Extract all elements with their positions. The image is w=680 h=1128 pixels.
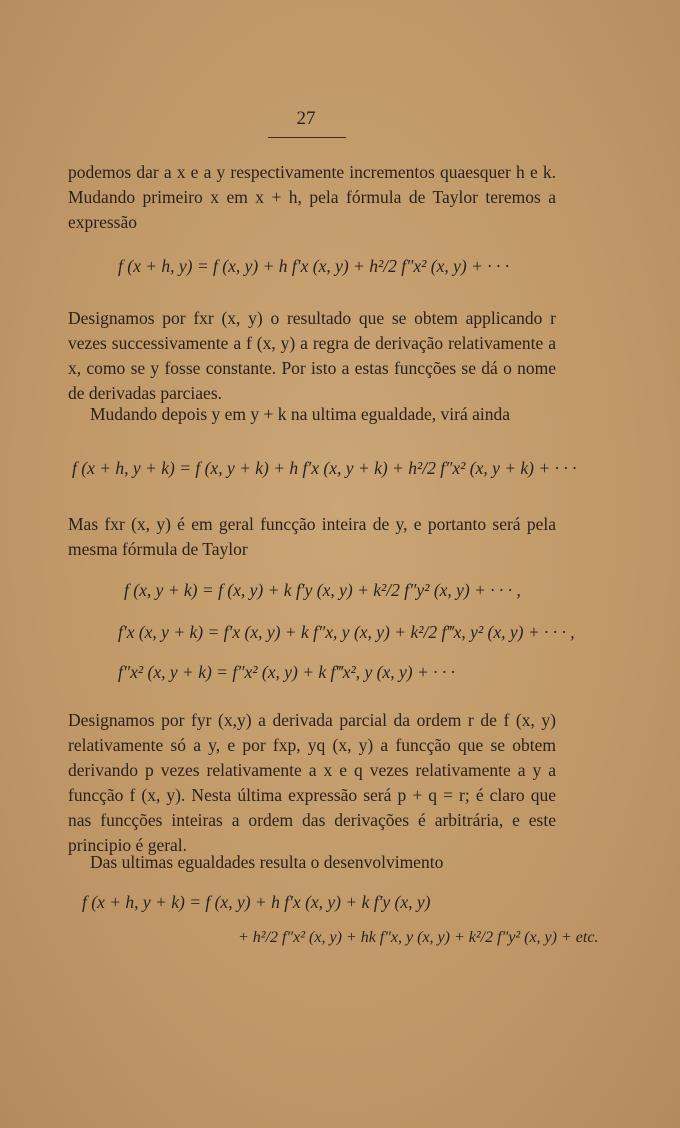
equation-1: f (x + h, y) = f (x, y) + h f′x (x, y) + h²/2 f″x² (x, y) + · · · bbox=[118, 256, 510, 276]
paragraph-6 bbox=[68, 850, 556, 875]
equation-6-line-2: + h²/2 f″x² (x, y) + hk f″x, y (x, y) + k²/2 f″y² (x, y) + etc. bbox=[238, 929, 599, 946]
page-number: 27 bbox=[296, 108, 316, 129]
equation-5: f″x² (x, y + k) = f″x² (x, y) + k f‴x², y (x, y) + · · · bbox=[118, 662, 456, 682]
equation-2: f (x + h, y + k) = f (x, y + k) + h f′x (x, y + k) + h²/2 f″x² (x, y + k) + · · · bbox=[72, 458, 577, 478]
equation-4: f′x (x, y + k) = f′x (x, y) + k f″x, y (x, y) + k²/2 f‴x, y² (x, y) + · · · , bbox=[118, 622, 575, 642]
paragraph-5-text: Designamos por fyr (x,y) a derivada parcial da ordem r de f (x, y) relativamente só a y, e por fxp, yq (x, y) a funcção que se obtem derivando p vezes relativamente a x e q vezes relativamente a y a funcção f (x, y). Nesta última expressão será p + q = r; é claro que nas funcções inteiras a ordem das derivações é arbitrária, e este principio é geral. bbox=[68, 710, 556, 855]
paragraph-5 bbox=[68, 708, 556, 858]
paragraph-1-text: podemos dar a x e a y respectivamente incrementos quaesquer h e k. Mudando primeiro x em x + h, pela fórmula de Taylor teremos a expressão bbox=[68, 162, 556, 232]
paragraph-2-text: Designamos por fxr (x, y) o resultado que se obtem applicando r vezes successivamente a f (x, y) a regra de derivação relativamente a x, como se y fosse constante. Por isto a estas funcções se dá o nome de derivadas parciaes. bbox=[68, 308, 556, 403]
paragraph-2 bbox=[68, 306, 556, 406]
equation-6-line-1: f (x + h, y + k) = f (x, y) + h f′x (x, y) + k f′y (x, y) bbox=[82, 892, 431, 912]
paragraph-6-text: Das ultimas egualdades resulta o desenvolvimento bbox=[90, 852, 444, 872]
paragraph-4-text: Mas fxr (x, y) é em geral funcção inteira de y, e portanto será pela mesma fórmula de Taylor bbox=[68, 514, 556, 559]
paragraph-1 bbox=[68, 160, 556, 235]
paragraph-4 bbox=[68, 512, 556, 562]
equation-3: f (x, y + k) = f (x, y) + k f′y (x, y) + k²/2 f″y² (x, y) + · · · , bbox=[124, 580, 521, 600]
paragraph-3 bbox=[68, 402, 556, 427]
header-rule bbox=[268, 137, 346, 138]
paragraph-3-text: Mudando depois y em y + k na ultima egualdade, virá ainda bbox=[90, 404, 511, 424]
